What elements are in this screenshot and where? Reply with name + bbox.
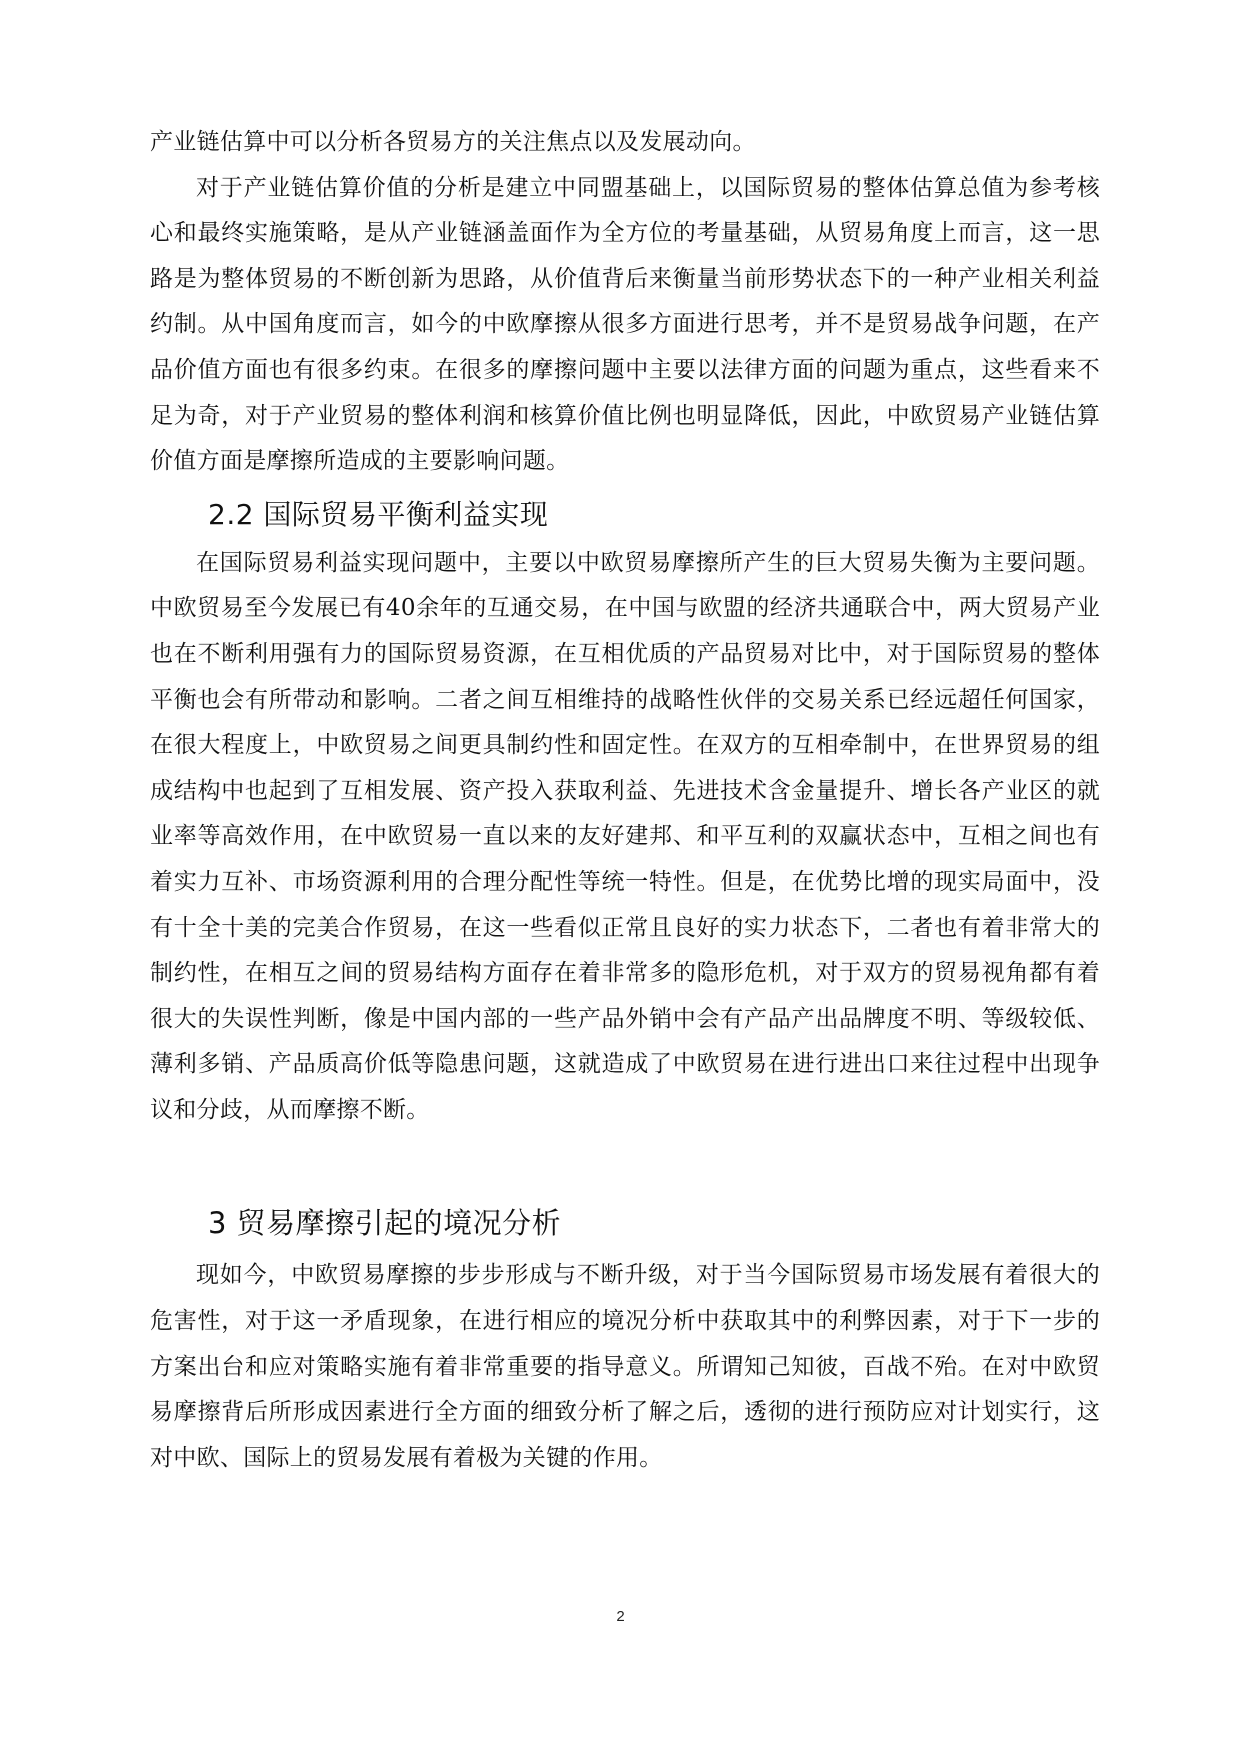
paragraph-continued: 产业链估算中可以分析各贸易方的关注焦点以及发展动向。 — [150, 129, 756, 155]
paragraph-industry-chain-value: 对于产业链估算价值的分析是建立中同盟基础上，以国际贸易的整体估算总值为参考核心和最终实施策略，是从产业链涵盖面作为全方位的考量基础，从贸易角度上而言，这一思路是为整体贸易的不断创新为思路，从价值背后来衡量当前形势状态下的一种产业相关利益约制。从中国角度而言，如今的中欧摩擦从很多方面进行思考，并不是贸易战争问题，在产品价值方面也有很多约束。在很多的摩擦问题中主要以法律方面的问题为重点，这些看来不足为奇，对于产业贸易的整体利润和核算价值比例也明显降低，因此，中欧贸易产业链估算价值方面是摩擦所造成的主要影响问题。 — [150, 174, 1100, 475]
document-page — [150, 120, 1100, 1481]
section-heading-3: 3 贸易摩擦引起的境况分析 — [208, 1206, 562, 1241]
paragraph-situation-analysis: 现如今，中欧贸易摩擦的步步形成与不断升级，对于当今国际贸易市场发展有着很大的危害性，对于这一矛盾现象，在进行相应的境况分析中获取其中的利弊因素，对于下一步的方案出台和应对策略实施有着非常重要的指导意义。所谓知己知彼，百战不殆。在对中欧贸易摩擦背后所形成因素进行全方面的细致分析了解之后，透彻的进行预防应对计划实行，这对中欧、国际上的贸易发展有着极为关键的作用。 — [150, 1262, 1100, 1471]
paragraph-trade-balance: 在国际贸易利益实现问题中，主要以中欧贸易摩擦所产生的巨大贸易失衡为主要问题。中欧贸易至今发展已有40余年的互通交易，在中国与欧盟的经济共通联合中，两大贸易产业也在不断利用强有力的国际贸易资源，在互相优质的产品贸易对比中，对于国际贸易的整体平衡也会有所带动和影响。二者之间互相维持的战略性伙伴的交易关系已经远超任何国家，在很大程度上，中欧贸易之间更具制约性和固定性。在双方的互相牵制中，在世界贸易的组成结构中也起到了互相发展、资产投入获取利益、先进技术含金量提升、增长各产业区的就业率等高效作用，在中欧贸易一直以来的友好建邦、和平互利的双赢状态中，互相之间也有着实力互补、市场资源利用的合理分配性等统一特性。但是，在优势比增的现实局面中，没有十全十美的完美合作贸易，在这一些看似正常且良好的实力状态下，二者也有着非常大的制约性，在相互之间的贸易结构方面存在着非常多的隐形危机，对于双方的贸易视角都有着很大的失误性判断，像是中国内部的一些产品外销中会有产品产出品牌度不明、等级较低、薄利多销、产品质高价低等隐患问题，这就造成了中欧贸易在进行进出口来往过程中出现争议和分歧，从而摩擦不断。 — [150, 549, 1100, 1123]
page-number: 2 — [616, 1608, 625, 1625]
section-heading-2-2: 2.2 国际贸易平衡利益实现 — [208, 497, 549, 531]
